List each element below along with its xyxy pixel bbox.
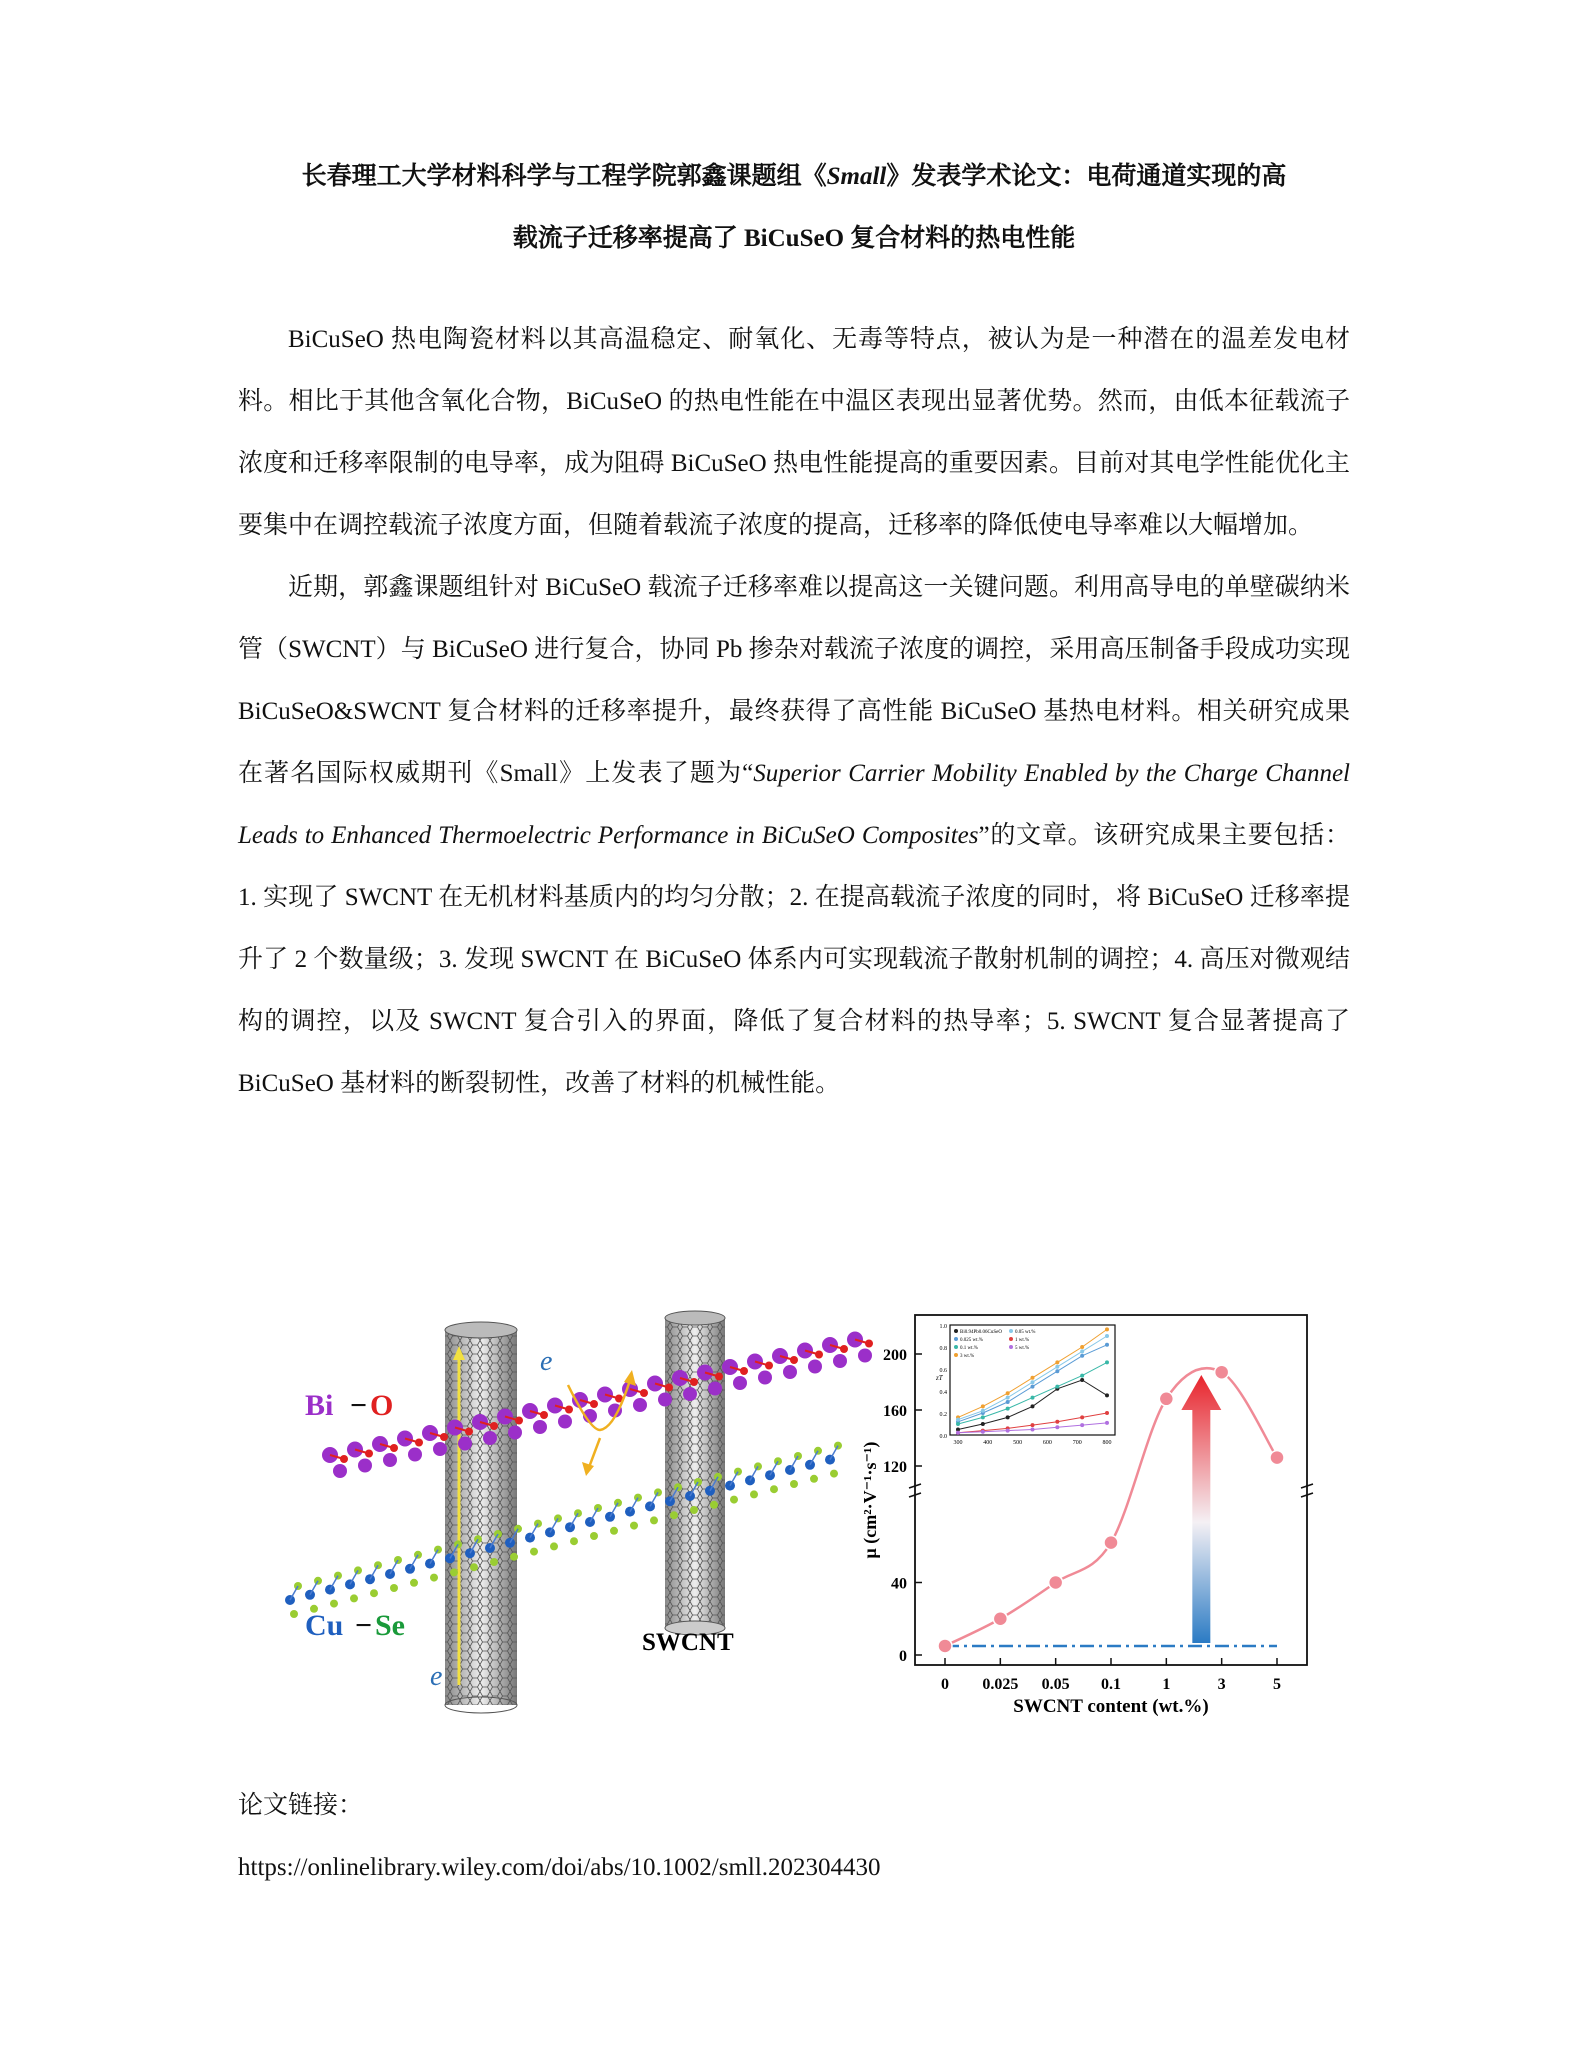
se-atom — [430, 1574, 438, 1582]
se-label: Se — [375, 1609, 405, 1642]
inset-y-tick: 1.0 — [939, 1324, 947, 1330]
bi-atom — [833, 1354, 847, 1368]
inset-point — [1006, 1429, 1010, 1433]
bi-atom — [808, 1360, 822, 1374]
figure — [270, 1300, 1320, 1730]
inset-point — [1055, 1360, 1059, 1364]
inset-point — [981, 1404, 985, 1408]
inset-x-tick: 700 — [1072, 1440, 1082, 1446]
se-atom — [710, 1501, 718, 1509]
inset-point — [1031, 1396, 1035, 1400]
inset-point — [956, 1431, 960, 1435]
cu-atom — [745, 1475, 755, 1485]
se-atom — [690, 1506, 698, 1514]
inset-point — [1080, 1423, 1084, 1427]
data-point — [1270, 1451, 1284, 1465]
se-atom — [474, 1535, 482, 1543]
se-atom — [490, 1558, 498, 1566]
data-point — [1049, 1576, 1063, 1590]
electron-label-bottom: e — [430, 1661, 443, 1692]
inset-point — [1080, 1349, 1084, 1353]
bi-atom — [858, 1349, 872, 1363]
y-tick-label: 0 — [899, 1648, 907, 1665]
se-atom — [674, 1483, 682, 1491]
inset-x-tick: 800 — [1102, 1440, 1112, 1446]
se-atom — [374, 1561, 382, 1569]
bi-atom — [383, 1453, 397, 1467]
link-label: 论文链接： — [238, 1792, 364, 1819]
se-atom — [510, 1553, 518, 1561]
inset-legend-marker — [1009, 1345, 1013, 1349]
inset-legend-marker — [954, 1337, 958, 1341]
inset-y-tick: 0.2 — [939, 1412, 947, 1418]
x-tick-label: 0.05 — [1041, 1676, 1070, 1693]
inset-point — [1055, 1365, 1059, 1369]
inset-point — [1105, 1343, 1109, 1347]
inset-x-tick: 500 — [1013, 1440, 1023, 1446]
x-tick-label: 3 — [1217, 1676, 1226, 1693]
cu-se-dash: − — [355, 1609, 373, 1642]
x-tick-label: 0 — [941, 1676, 949, 1693]
cu-atom — [405, 1564, 415, 1574]
inset-point — [1105, 1411, 1109, 1415]
bi-label: Bi — [305, 1389, 334, 1422]
inset-point — [981, 1430, 985, 1434]
x-axis-label: SWCNT content (wt.%) — [1013, 1696, 1209, 1717]
inset-point — [1031, 1380, 1035, 1384]
inset-legend-marker — [1009, 1329, 1013, 1333]
bi-atom — [508, 1426, 522, 1440]
inset-point — [1055, 1425, 1059, 1429]
cu-atom — [805, 1460, 815, 1470]
inset-point — [1105, 1393, 1109, 1397]
bi-o-dash: − — [350, 1389, 368, 1422]
data-point — [1215, 1365, 1229, 1379]
se-atom — [330, 1600, 338, 1608]
inset-legend-label: 1 wt.% — [1015, 1338, 1030, 1343]
inset-legend-marker — [1009, 1337, 1013, 1341]
se-atom — [670, 1511, 678, 1519]
inset-point — [1055, 1385, 1059, 1389]
se-atom — [750, 1490, 758, 1498]
cu-label: Cu — [305, 1609, 344, 1642]
inset-y-tick: 0.4 — [939, 1390, 947, 1396]
title-line-1: 长春理工大学材料科学与工程学院郭鑫课题组《Small》发表学术论文：电荷通道实现的高 — [301, 163, 1287, 190]
se-atom — [390, 1584, 398, 1592]
inset-point — [1080, 1374, 1084, 1378]
data-point — [938, 1639, 952, 1653]
bi-o-layer — [322, 1332, 873, 1479]
inset-point — [1080, 1378, 1084, 1382]
y-tick-label: 120 — [883, 1459, 907, 1476]
figure-svg — [270, 1300, 1320, 1730]
cu-atom — [705, 1486, 715, 1496]
inset-legend-label: 0.1 wt.% — [960, 1346, 978, 1351]
bi-atom — [708, 1382, 722, 1396]
o-label: O — [370, 1389, 394, 1422]
data-point — [993, 1612, 1007, 1626]
bi-atom — [758, 1371, 772, 1385]
inset-point — [1105, 1327, 1109, 1331]
bi-atom — [633, 1398, 647, 1412]
se-atom — [470, 1563, 478, 1571]
cu-atom — [645, 1501, 655, 1511]
se-atom — [830, 1470, 838, 1478]
swcnt-label: SWCNT — [642, 1629, 734, 1656]
bi-atom — [533, 1420, 547, 1434]
se-atom — [834, 1442, 842, 1450]
bi-atom — [683, 1387, 697, 1401]
cu-atom — [445, 1553, 455, 1563]
inset-y-tick: 0.6 — [939, 1368, 947, 1374]
paragraph-1: BiCuSeO 热电陶瓷材料以其高温稳定、耐氧化、无毒等特点，被认为是一种潜在的温差发电材料。相比于其他含氧化合物，BiCuSeO 的热电性能在中温区表现出显著优势。然而，由低本征载流子浓度和迁移率限制的电导率，成为阻碍 BiCuSeO 热电性能提高的重要因素。目前对其电学性能优化主要集中在调控载流子浓度方面，但随着载流子浓度的提高，迁移率的降低使电导率难以大幅增加。 — [238, 326, 1350, 539]
inset-point — [981, 1415, 985, 1419]
bi-atom — [433, 1442, 447, 1456]
inset-point — [1006, 1391, 1010, 1395]
inset-legend-label: 3 wt.% — [960, 1354, 975, 1359]
title-line-2: 载流子迁移率提高了 BiCuSeO 复合材料的热电性能 — [512, 225, 1076, 252]
cu-atom — [505, 1538, 515, 1548]
inset-x-tick: 300 — [953, 1440, 963, 1446]
paper-title: Superior Carrier Mobility Enabled by the Charge Channel Leads to Enhanced Thermoelectric Performance in BiCuSeO Composites — [238, 760, 1350, 849]
schematic — [285, 1311, 873, 1713]
y-tick-label: 40 — [891, 1575, 907, 1593]
inset-point — [981, 1409, 985, 1413]
inset-legend-marker — [954, 1353, 958, 1357]
article-body — [238, 309, 1350, 1115]
y-tick-label: 200 — [883, 1347, 907, 1364]
nanotube-left — [445, 1322, 517, 1713]
inset-point — [1080, 1354, 1084, 1358]
inset-point — [1006, 1400, 1010, 1404]
se-atom — [730, 1496, 738, 1504]
nanotube-right — [665, 1311, 725, 1635]
inset-point — [1080, 1345, 1084, 1349]
bi-atom — [458, 1437, 472, 1451]
cu-atom — [305, 1590, 315, 1600]
se-atom — [630, 1522, 638, 1530]
x-tick-label: 5 — [1273, 1676, 1281, 1693]
inset-y-tick: 0.0 — [939, 1434, 947, 1440]
x-tick-label: 0.025 — [982, 1676, 1019, 1693]
electron-label-top: e — [540, 1346, 553, 1377]
inset-y-tick: 0.8 — [939, 1346, 947, 1352]
cu-atom — [545, 1527, 555, 1537]
inset-point — [1105, 1421, 1109, 1425]
inset-chart — [935, 1324, 1115, 1446]
inset-legend-label: 0.05 wt.% — [1015, 1330, 1036, 1335]
improvement-arrow — [1181, 1375, 1221, 1643]
se-atom — [550, 1542, 558, 1550]
data-point — [1159, 1392, 1173, 1406]
se-atom — [650, 1516, 658, 1524]
se-atom — [610, 1527, 618, 1535]
bi-atom — [658, 1393, 672, 1407]
se-atom — [450, 1568, 458, 1576]
inset-x-tick: 400 — [983, 1440, 993, 1446]
bi-atom — [733, 1376, 747, 1390]
se-atom — [530, 1548, 538, 1556]
paper-link[interactable]: https://onlinelibrary.wiley.com/doi/abs/10.1002/smll.202304430 — [238, 1854, 881, 1881]
bi-atom — [558, 1415, 572, 1429]
inset-legend-label: Bi0.94Pb0.06CuSeO — [960, 1330, 1002, 1335]
y-tick-label: 160 — [883, 1403, 907, 1420]
x-tick-label: 1 — [1162, 1676, 1171, 1693]
inset-point — [1006, 1396, 1010, 1400]
se-atom — [290, 1610, 298, 1618]
inset-point — [956, 1418, 960, 1422]
scatter-arrowhead-down — [582, 1462, 594, 1476]
cu-atom — [605, 1512, 615, 1522]
inset-legend-label: 0.025 wt.% — [960, 1338, 983, 1343]
se-atom — [434, 1546, 442, 1554]
bi-atom — [408, 1448, 422, 1462]
se-atom — [534, 1520, 542, 1528]
se-atom — [634, 1494, 642, 1502]
scatter-arrow — [568, 1380, 630, 1430]
inset-point — [1006, 1407, 1010, 1411]
cu-atom — [345, 1579, 355, 1589]
inset-point — [956, 1422, 960, 1426]
inset-point — [1105, 1334, 1109, 1338]
inset-point — [981, 1422, 985, 1426]
inset-legend-marker — [954, 1345, 958, 1349]
inset-point — [1031, 1423, 1035, 1427]
se-atom — [570, 1537, 578, 1545]
se-atom — [774, 1457, 782, 1465]
inset-point — [1031, 1385, 1035, 1389]
inset-point — [1105, 1360, 1109, 1364]
se-atom — [770, 1485, 778, 1493]
article-title — [238, 146, 1350, 270]
se-atom — [734, 1468, 742, 1476]
bi-atom — [333, 1464, 347, 1478]
inset-point — [1006, 1415, 1010, 1419]
se-atom — [370, 1589, 378, 1597]
bi-atom — [358, 1459, 372, 1473]
mobility-chart — [860, 1315, 1313, 1717]
inset-x-tick: 600 — [1042, 1440, 1052, 1446]
se-atom — [790, 1480, 798, 1488]
journal-name: Small — [826, 163, 887, 190]
inset-legend-label: 5 wt.% — [1015, 1346, 1030, 1351]
inset-point — [1055, 1420, 1059, 1424]
inset-y-label: zT — [936, 1374, 943, 1382]
paragraph-2: 近期，郭鑫课题组针对 BiCuSeO 载流子迁移率难以提高这一关键问题。利用高导电的单壁碳纳米管（SWCNT）与 BiCuSeO 进行复合，协同 Pb 掺杂对载流子浓度的调控，采用高压制备手段成功实现 BiCuSeO&SWCNT 复合材料的迁移率提升，最终获得了高性能 BiCuSeO 基热电材料。相关研究成果在著名国际权威期刊《Small》上发表了题为“Superior Carrier Mobility Enabled by the Charge Channel Leads to Enhanced Thermoelectric Performance in BiCuSeO Composites”的文章。该研究成果主要包括：1. 实现了 SWCNT 在无机材料基质内的均匀分散；2. 在提高载流子浓度的同时，将 BiCuSeO 迁移率提升了 2 个数量级；3. 发现 SWCNT 在 BiCuSeO 体系内可实现载流子散射机制的调控；4. 高压对微观结构的调控，以及 SWCNT 复合引入的界面，降低了复合材料的热导率；5. SWCNT 复合显著提高了 BiCuSeO 基材料的断裂韧性，改善了材料的机械性能。 — [238, 574, 1350, 1097]
inset-legend-marker — [954, 1329, 958, 1333]
x-tick-label: 0.1 — [1101, 1676, 1121, 1693]
bi-atom — [783, 1365, 797, 1379]
se-atom — [350, 1594, 358, 1602]
inset-point — [1080, 1415, 1084, 1419]
se-atom — [574, 1509, 582, 1517]
inset-point — [1031, 1376, 1035, 1380]
se-atom — [334, 1572, 342, 1580]
se-atom — [590, 1532, 598, 1540]
inset-point — [1031, 1404, 1035, 1408]
data-point — [1104, 1536, 1118, 1550]
inset-point — [1031, 1428, 1035, 1432]
y-axis-label: μ (cm²·V⁻¹·s⁻¹) — [860, 1441, 880, 1559]
bi-atom — [483, 1431, 497, 1445]
inset-point — [1055, 1369, 1059, 1373]
se-atom — [410, 1579, 418, 1587]
se-atom — [810, 1475, 818, 1483]
